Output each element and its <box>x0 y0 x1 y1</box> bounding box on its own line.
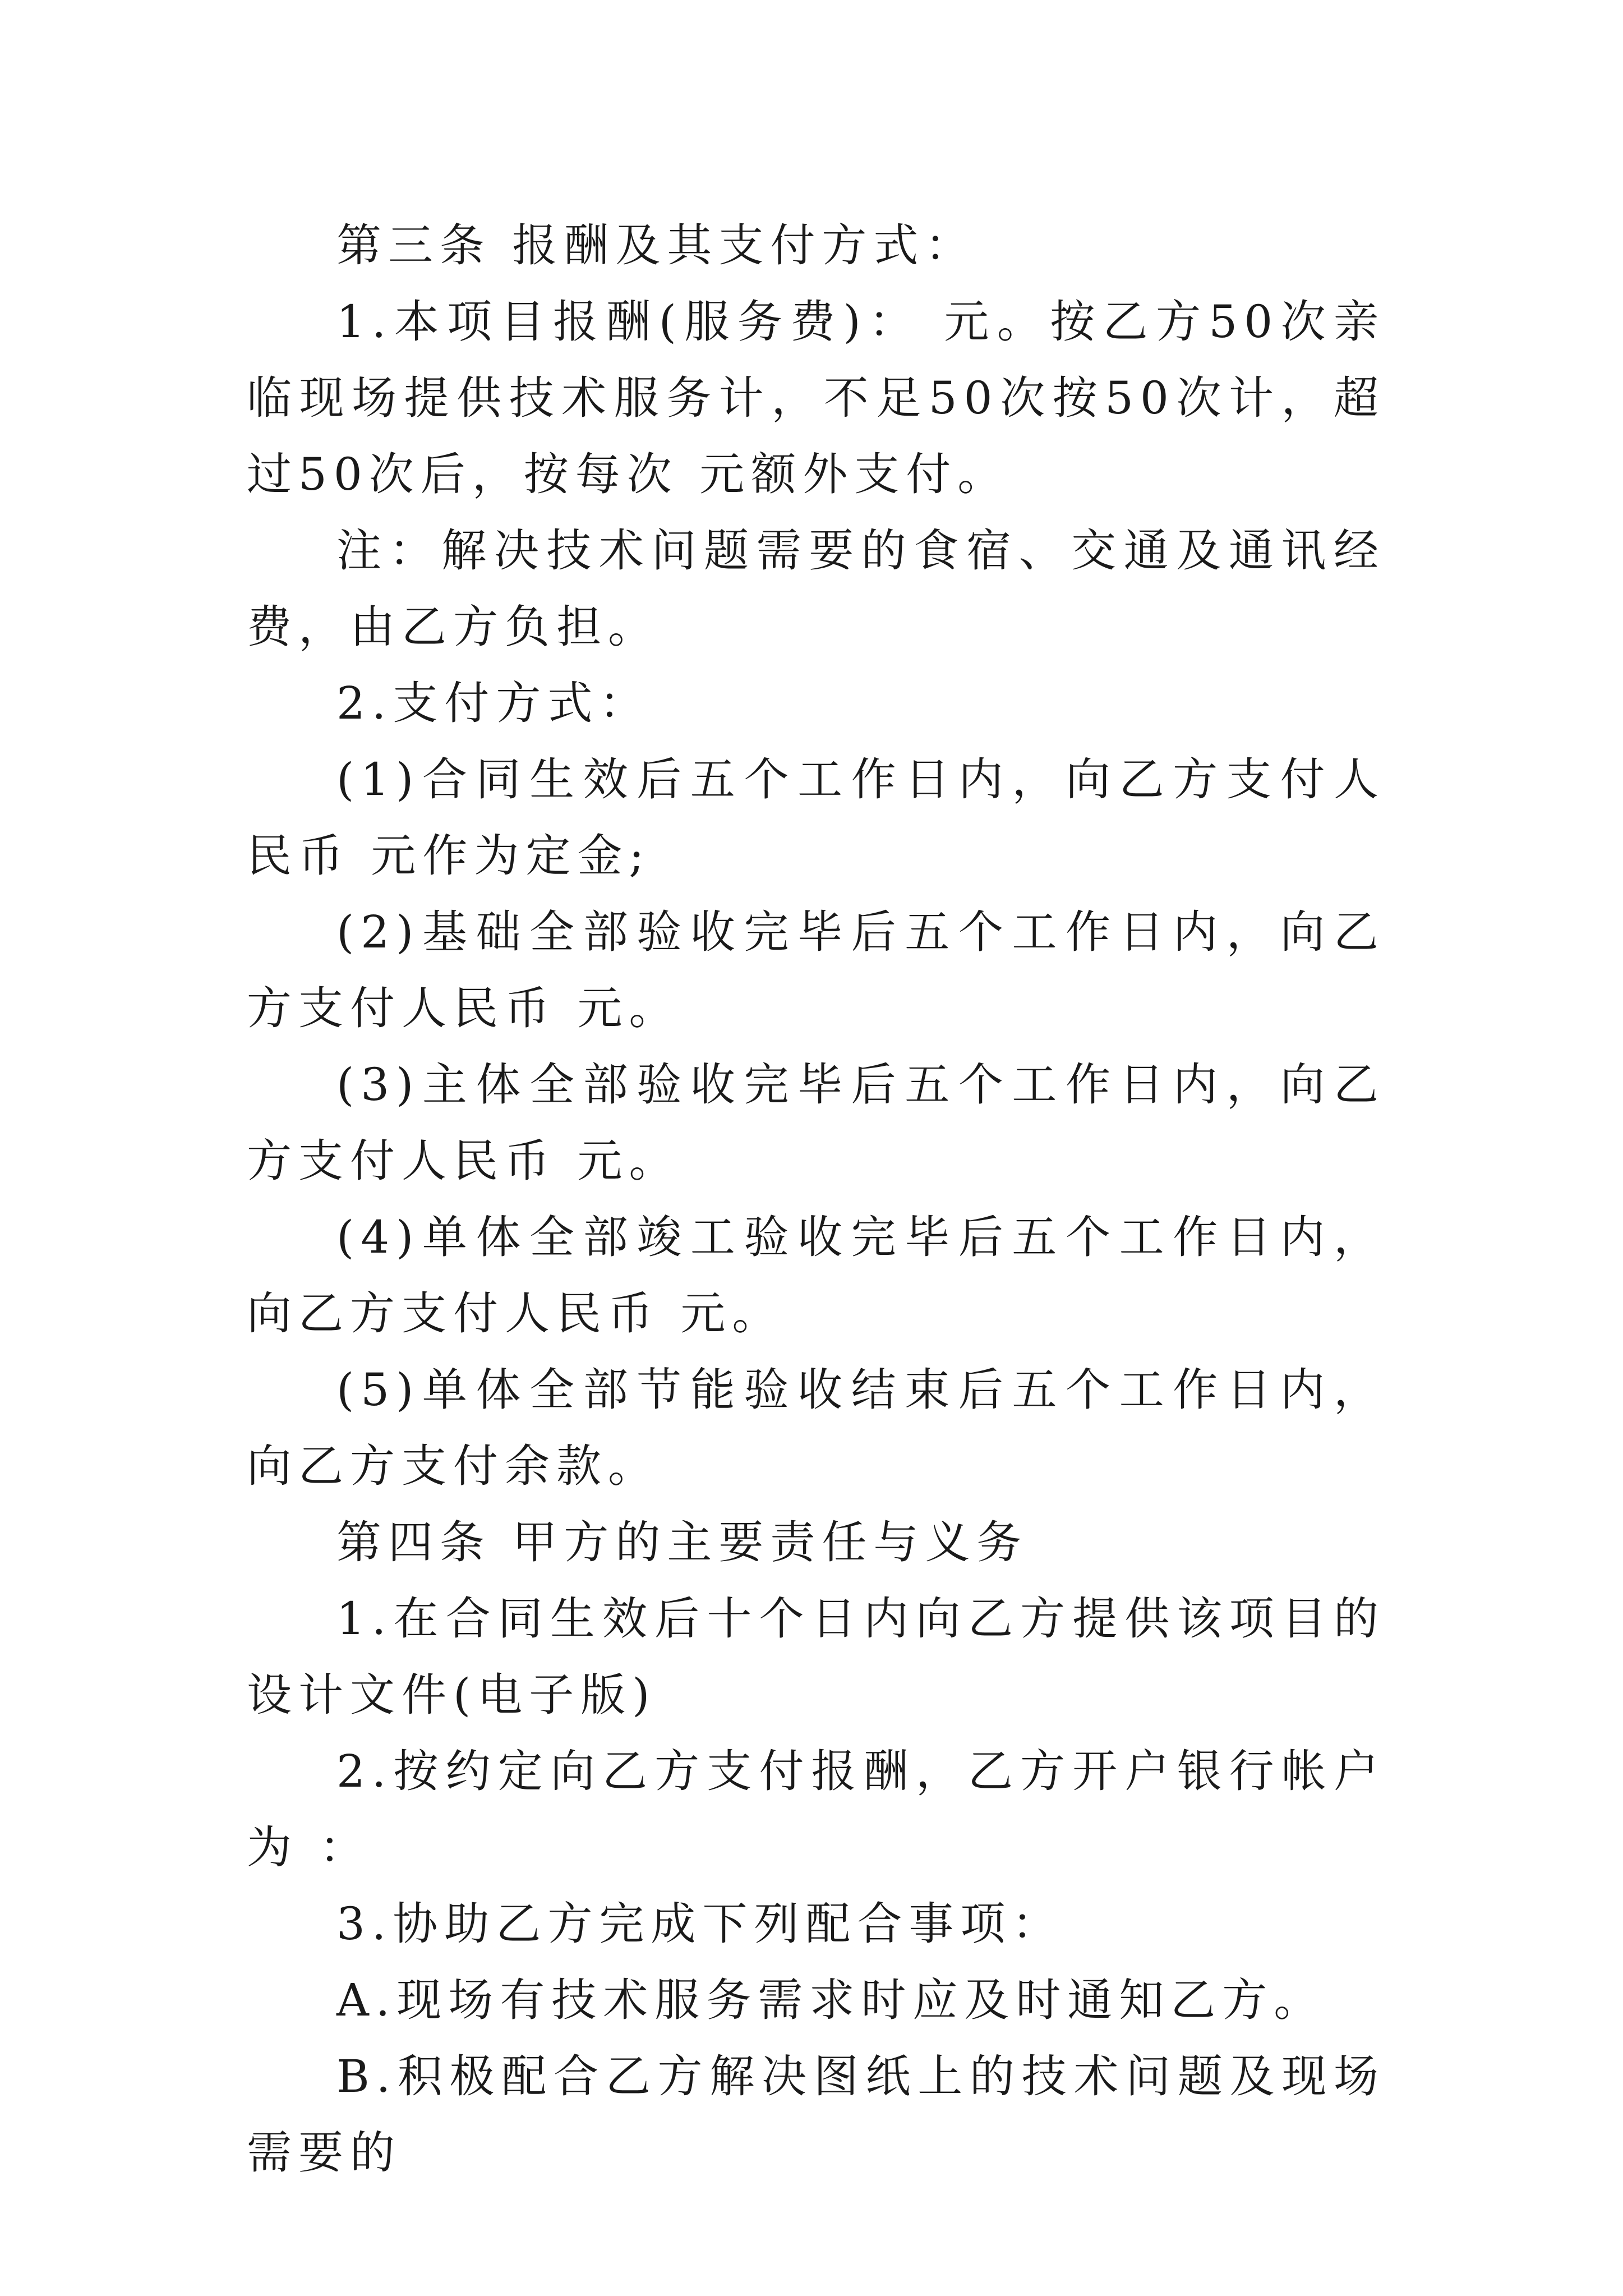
payment-item-5: (5)单体全部节能验收结束后五个工作日内，向乙方支付余款。 <box>247 1364 1385 1492</box>
payment-item-2: (2)基础全部验收完毕后五个工作日内，向乙方支付人民币 元。 <box>247 906 1385 1034</box>
payment-item-4: (4)单体全部竣工验收完毕后五个工作日内，向乙方支付人民币 元。 <box>247 1211 1385 1340</box>
article-4-clause-2: 2.按约定向乙方支付报酬，乙方开户银行帐户为 ： <box>247 1745 1385 1874</box>
document-body <box>247 208 1385 2191</box>
article-3-clause-1: 1.本项目报酬(服务费)： 元。按乙方50次亲临现场提供技术服务计，不足50次按50次计，超过50次后，按每次 元额外支付。 <box>247 296 1385 500</box>
article-4-clause-3: 3.协助乙方完成下列配合事项： <box>336 1898 1064 1950</box>
article-4-heading: 第四条 甲方的主要责任与义务 <box>336 1516 1029 1568</box>
article-4-clause-1: 1.在合同生效后十个日内向乙方提供该项目的设计文件(电子版) <box>247 1593 1385 1721</box>
article-3-note: 注：解决技术问题需要的食宿、交通及通讯经费，由乙方负担。 <box>247 524 1385 653</box>
article-3-clause-2: 2.支付方式： <box>336 677 651 729</box>
cooperation-item-a: A.现场有技术服务需求时应及时通知乙方。 <box>336 1974 1326 2026</box>
article-3-heading: 第三条 报酬及其支付方式： <box>336 219 977 272</box>
cooperation-item-b: B.积极配合乙方解决图纸上的技术问题及现场需要的 <box>247 2050 1385 2179</box>
payment-item-1: (1)合同生效后五个工作日内，向乙方支付人民币 元作为定金; <box>247 753 1385 882</box>
payment-item-3: (3)主体全部验收完毕后五个工作日内，向乙方支付人民币 元。 <box>247 1059 1385 1187</box>
